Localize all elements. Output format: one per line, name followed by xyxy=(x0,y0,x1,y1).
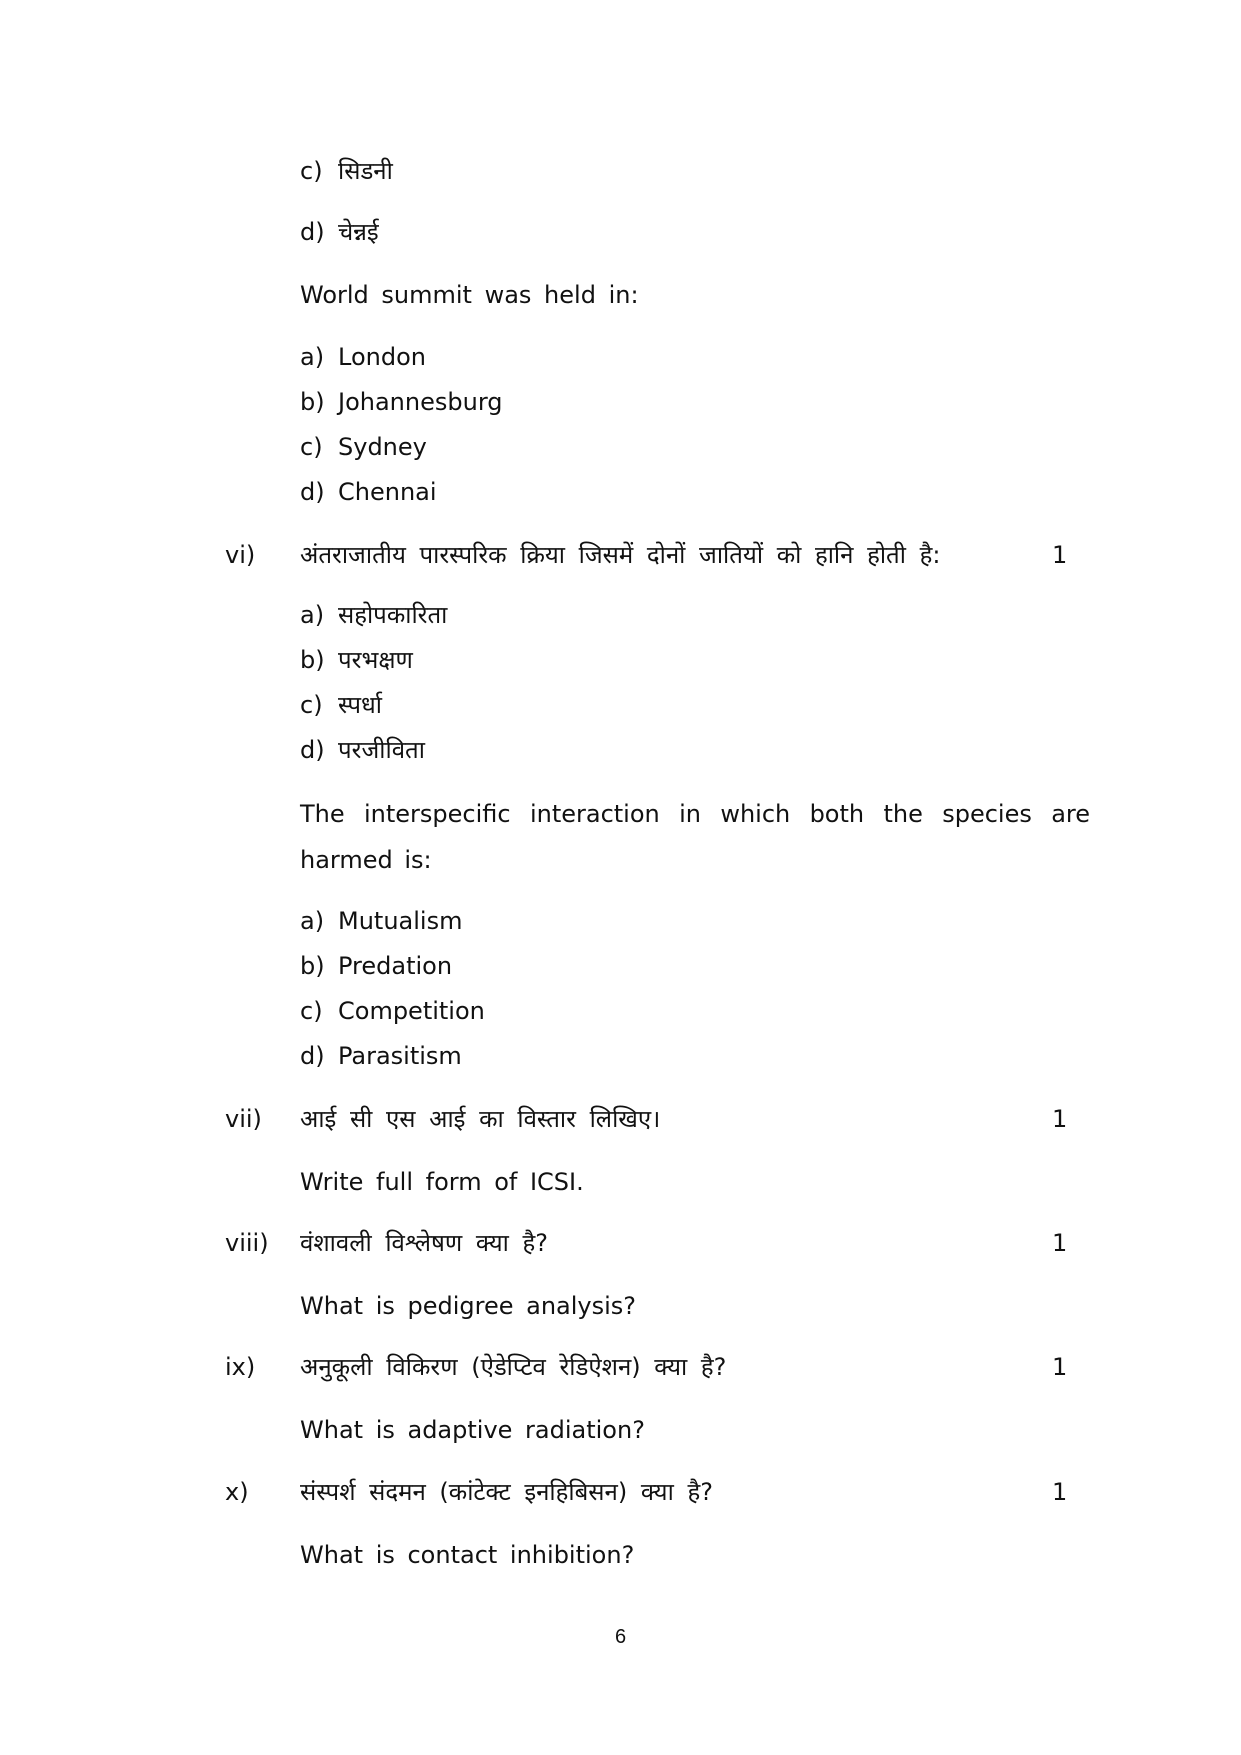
question-number: vii) xyxy=(225,1105,262,1133)
question-number: vi) xyxy=(225,541,256,569)
option-c-hi xyxy=(300,156,393,186)
option-text: Chennai xyxy=(338,478,437,506)
option-d-hi xyxy=(300,217,379,247)
option-letter: b) xyxy=(300,952,325,980)
option-b-en xyxy=(300,387,503,417)
question-marks: 1 xyxy=(1052,1105,1068,1133)
option-letter: a) xyxy=(300,343,325,371)
option-letter: a) xyxy=(300,601,325,629)
option-b-hi xyxy=(300,645,413,675)
option-a-en xyxy=(300,906,462,936)
question-text-hi: आई सी एस आई का विस्तार लिखिए। xyxy=(300,1105,661,1133)
option-c-hi xyxy=(300,690,382,720)
option-text: सिडनी xyxy=(338,157,393,185)
option-letter: b) xyxy=(300,646,325,674)
option-text: Competition xyxy=(338,997,485,1025)
question-number: x) xyxy=(225,1478,249,1506)
option-b-en xyxy=(300,951,452,981)
option-letter: c) xyxy=(300,997,323,1025)
option-text: London xyxy=(338,343,426,371)
option-text: Parasitism xyxy=(338,1042,462,1070)
question-text-en: World summit was held in: xyxy=(300,281,639,309)
question-marks: 1 xyxy=(1052,1478,1068,1506)
question-text-en: What is adaptive radiation? xyxy=(300,1416,645,1444)
option-letter: d) xyxy=(300,478,325,506)
option-d-en xyxy=(300,1041,462,1071)
option-text: स्पर्धा xyxy=(338,691,382,719)
question-text-hi: संस्पर्श संदमन (कांटेक्ट इनहिबिसन) क्या है? xyxy=(300,1478,713,1506)
option-c-en xyxy=(300,996,485,1026)
question-marks: 1 xyxy=(1052,541,1068,569)
option-letter: d) xyxy=(300,1042,325,1070)
option-text: परजीविता xyxy=(338,736,425,764)
option-letter: b) xyxy=(300,388,325,416)
option-text: Mutualism xyxy=(338,907,463,935)
question-text-en: What is contact inhibition? xyxy=(300,1541,635,1569)
option-letter: d) xyxy=(300,218,325,246)
option-letter: c) xyxy=(300,157,323,185)
option-d-hi xyxy=(300,735,425,765)
option-a-hi xyxy=(300,600,447,630)
question-marks: 1 xyxy=(1052,1353,1068,1381)
page-number: 6 xyxy=(614,1626,627,1648)
question-text-en: What is pedigree analysis? xyxy=(300,1292,637,1320)
question-text-en: The interspecific interaction in which both the species are harmed is: xyxy=(300,800,1090,874)
option-text: Predation xyxy=(338,952,453,980)
question-marks: 1 xyxy=(1052,1229,1068,1257)
option-letter: a) xyxy=(300,907,325,935)
option-text: चेन्नई xyxy=(338,218,379,246)
option-a-en xyxy=(300,342,426,372)
option-text: Johannesburg xyxy=(338,388,503,416)
question-text-hi: अंतराजातीय पारस्परिक क्रिया जिसमें दोनों जातियों को हानि होती है: xyxy=(300,541,941,569)
option-text: Sydney xyxy=(338,433,427,461)
option-letter: c) xyxy=(300,433,323,461)
question-number: ix) xyxy=(225,1353,256,1381)
option-letter: d) xyxy=(300,736,325,764)
option-text: परभक्षण xyxy=(338,646,413,674)
option-d-en xyxy=(300,477,437,507)
option-letter: c) xyxy=(300,691,323,719)
question-text-en: Write full form of ICSI. xyxy=(300,1168,584,1196)
question-text-hi: वंशावली विश्लेषण क्या है? xyxy=(300,1229,549,1257)
option-text: सहोपकारिता xyxy=(338,601,448,629)
question-number: viii) xyxy=(225,1229,269,1257)
option-c-en xyxy=(300,432,427,462)
question-text-hi: अनुकूली विकिरण (ऐडेप्टिव रेडिऐशन) क्या है? xyxy=(300,1353,727,1381)
